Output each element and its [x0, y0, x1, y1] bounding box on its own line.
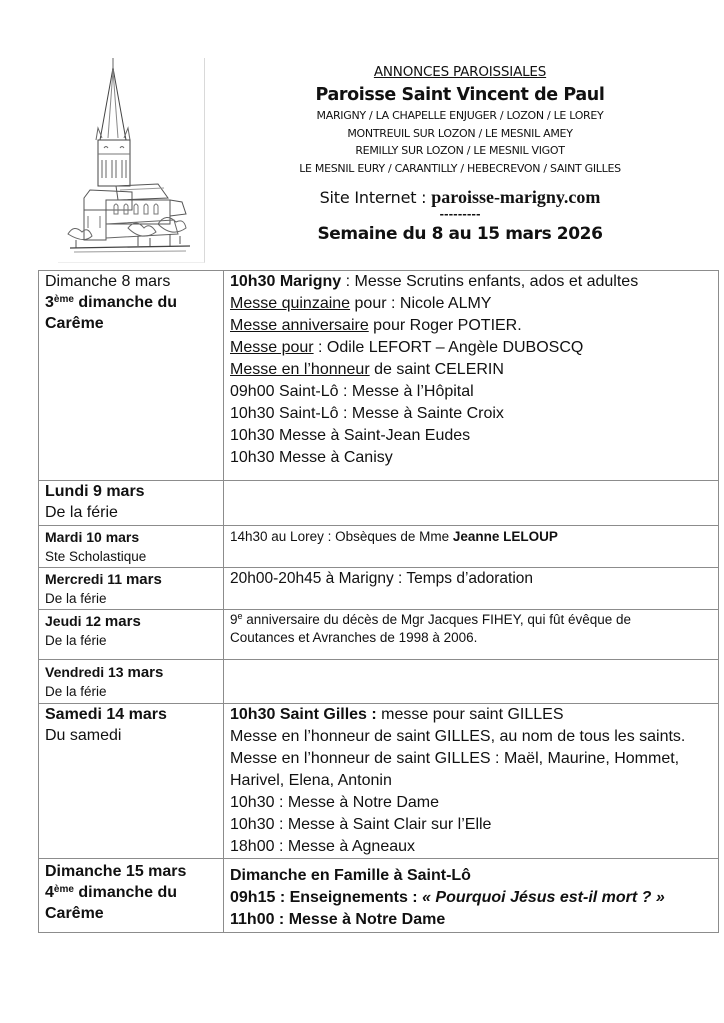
- events-cell: [224, 568, 719, 610]
- event-text: 14h30 au Lorey : Obsèques de Mme: [230, 529, 453, 544]
- day-name: Samedi 14 mars: [45, 706, 167, 723]
- website-label: Site Internet :: [319, 188, 432, 207]
- towns-line: REMILLY SUR LOZON / LE MESNIL VIGOT: [355, 144, 565, 157]
- church-illustration: [58, 58, 205, 263]
- month-label: mars: [127, 664, 164, 681]
- events-cell: [224, 610, 719, 660]
- event-text: : Odile LEFORT – Angèle DUBOSCQ: [313, 339, 584, 356]
- event-type: Messe quinzaine: [230, 295, 351, 312]
- event-line: Messe en l’honneur de saint GILLES, au nom de tous les saints.: [230, 728, 686, 745]
- event-line: 09h00 Saint-Lô : Messe à l’Hôpital: [230, 383, 474, 400]
- event-line: 10h30 Messe à Canisy: [230, 449, 393, 466]
- day-name: Mardi 10 mars: [45, 529, 140, 545]
- towns-line: LE MESNIL EURY / CARANTILLY / HEBECREVON / SAINT GILLES: [299, 161, 621, 175]
- month-label: mars: [125, 571, 162, 588]
- events-cell: [224, 704, 719, 859]
- day-name: [45, 610, 217, 631]
- day-cell: [39, 481, 224, 526]
- table-row: [39, 481, 719, 526]
- day-cell: [39, 271, 224, 481]
- day-name: Dimanche 15 mars: [45, 863, 187, 880]
- events-cell: [224, 660, 719, 704]
- event-line: [230, 887, 712, 909]
- event-text: anniversaire du décès de Mgr Jacques FIHEY, qui fût évêque de: [242, 612, 632, 627]
- separator: ---------: [439, 208, 481, 221]
- event-type: Messe anniversaire: [230, 317, 369, 334]
- event-text: messe pour saint GILLES: [376, 706, 564, 723]
- event-line: 18h00 : Messe à Agneaux: [230, 838, 416, 855]
- event-line: 10h30 Messe à Saint-Jean Eudes: [230, 427, 471, 444]
- day-name: Dimanche 8 mars: [45, 273, 171, 290]
- day-cell: [39, 568, 224, 610]
- schedule-table: [38, 270, 719, 933]
- event-line: 10h30 Saint-Lô : Messe à Sainte Croix: [230, 405, 504, 422]
- day-label: Mercredi 11: [45, 571, 126, 587]
- event-text: de saint CELERIN: [369, 361, 504, 378]
- ordinal-suffix: ème: [53, 294, 74, 305]
- parish-name: Paroisse Saint Vincent de Paul: [315, 85, 605, 105]
- day-name: [45, 660, 217, 682]
- event-line: [230, 337, 712, 359]
- event-line: Dimanche en Famille à Saint-Lô: [230, 867, 471, 884]
- table-row: [39, 859, 719, 933]
- table-row: [39, 568, 719, 610]
- liturgical-day: De la férie: [45, 504, 118, 521]
- ordinal-suffix: e: [237, 611, 243, 621]
- events-cell: [224, 859, 719, 933]
- liturgical-day-line2: Carême: [45, 315, 104, 332]
- liturgical-text: dimanche du: [73, 294, 178, 311]
- day-name: Lundi 9 mars: [45, 483, 145, 500]
- ordinal: 4: [45, 884, 54, 901]
- event-time-place: 10h30 Saint Gilles :: [230, 706, 377, 723]
- day-label: Jeudi 12: [45, 613, 105, 629]
- event-line: [230, 359, 712, 381]
- event-line: Messe en l’honneur de saint GILLES : Maël, Maurine, Hommet,: [230, 750, 680, 767]
- event-text: pour Roger POTIER.: [368, 317, 522, 334]
- liturgical-day: [45, 882, 217, 903]
- event-line: [230, 526, 712, 546]
- website-line: [250, 186, 670, 209]
- event-time-place: 10h30 Marigny: [230, 273, 342, 290]
- table-row: [39, 660, 719, 704]
- liturgical-day: De la férie: [45, 633, 107, 648]
- ordinal-suffix: ème: [53, 884, 74, 895]
- event-text: 09h15 : Enseignements :: [230, 889, 423, 906]
- day-cell: [39, 859, 224, 933]
- event-line: Coutances et Avranches de 1998 à 2006.: [230, 630, 478, 645]
- day-name: [45, 568, 217, 589]
- event-type: Messe en l’honneur: [230, 361, 370, 378]
- event-line: 11h00 : Messe à Notre Dame: [230, 911, 446, 928]
- event-line: Harivel, Elena, Antonin: [230, 772, 392, 789]
- day-cell: [39, 704, 224, 859]
- month-label: mars: [104, 613, 141, 630]
- event-line: [230, 293, 712, 315]
- event-line: [230, 610, 712, 629]
- towns-line: MONTREUIL SUR LOZON / LE MESNIL AMEY: [347, 126, 573, 140]
- event-line: 10h30 : Messe à Notre Dame: [230, 794, 439, 811]
- event-line: [230, 704, 712, 726]
- events-cell: [224, 526, 719, 568]
- table-row: [39, 704, 719, 859]
- day-cell: [39, 526, 224, 568]
- liturgical-day: Ste Scholastique: [45, 549, 147, 564]
- church-drawing-icon: [58, 58, 204, 262]
- liturgical-day: De la férie: [45, 591, 107, 606]
- liturgical-day-line2: Carême: [45, 905, 104, 922]
- event-line: 10h30 : Messe à Saint Clair sur l’Elle: [230, 816, 492, 833]
- day-cell: [39, 660, 224, 704]
- event-line: 20h00-20h45 à Marigny : Temps d’adoration: [230, 570, 534, 587]
- teaching-title: « Pourquoi Jésus est-il mort ? »: [422, 889, 665, 906]
- table-row: [39, 271, 719, 481]
- liturgical-text: dimanche du: [73, 884, 178, 901]
- event-line: [230, 271, 712, 293]
- table-row: [39, 610, 719, 660]
- liturgical-day: Du samedi: [45, 727, 122, 744]
- bulletin-header: [250, 62, 670, 247]
- event-line: [230, 315, 712, 337]
- events-cell: [224, 271, 719, 481]
- day-label: Vendredi 13: [45, 664, 128, 680]
- event-text: pour : Nicole ALMY: [350, 295, 492, 312]
- events-cell: [224, 481, 719, 526]
- week-title: Semaine du 8 au 15 mars 2026: [317, 224, 603, 244]
- towns-line: MARIGNY / LA CHAPELLE ENJUGER / LOZON / LE LOREY: [316, 109, 604, 122]
- website-link[interactable]: paroisse-marigny.com: [431, 187, 601, 207]
- event-type: Messe pour: [230, 339, 314, 356]
- ordinal: 3: [45, 294, 54, 311]
- anniversary-number: 9: [230, 612, 238, 627]
- liturgical-day: [45, 292, 217, 313]
- event-person: Jeanne LELOUP: [452, 529, 558, 544]
- table-row: [39, 526, 719, 568]
- announcements-title: ANNONCES PAROISSIALES: [373, 64, 547, 80]
- day-cell: [39, 610, 224, 660]
- event-text: : Messe Scrutins enfants, ados et adultes: [341, 273, 639, 290]
- liturgical-day: De la férie: [45, 684, 107, 699]
